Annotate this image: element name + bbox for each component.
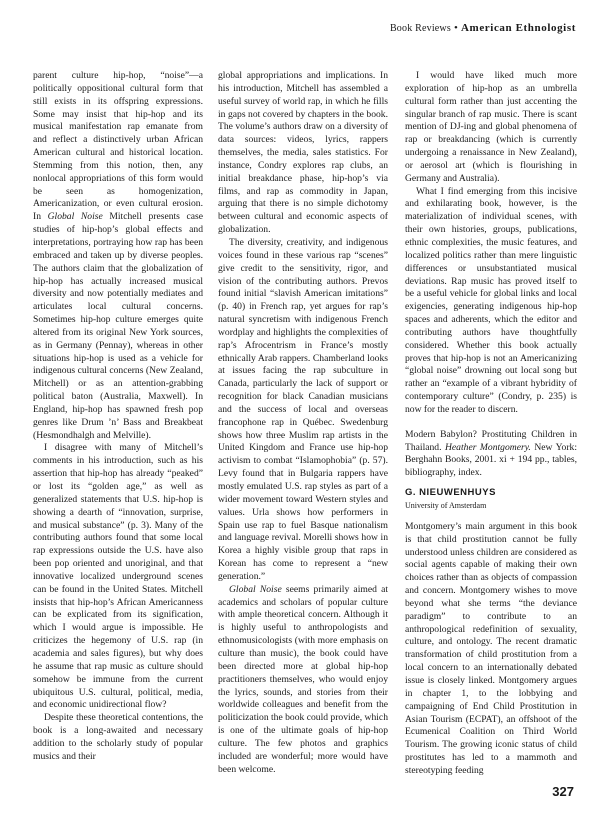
- text-column-middle: [218, 70, 388, 776]
- book-author: Heather Montgomery.: [445, 441, 531, 453]
- reviewer-name: G. NIEUWENHUYS: [405, 487, 496, 499]
- paragraph: Global Noise seems primarily aimed at academics and scholars of popular culture with ample theoretical concern. Although it is highly useful to anthropologists and ethnomusicologists (with more emphasis on culture than music), the book could have been directed more at global hip-hop practitioners themselves, who would enjoy the lyrics, sounds, and stories from their worldwide colleagues and benefit from the politicization the book could provide, which is one of the ultimate goals of hip-hop culture. The few photos and graphics included are wonderful; more would have been welcome.: [218, 583, 388, 775]
- section-name: Book Reviews: [389, 23, 451, 34]
- book-title: Global Noise: [229, 583, 282, 595]
- text-column-left: [33, 70, 203, 764]
- paragraph: parent culture hip-hop, “noise”—a politically oppositional cultural form that still exists in its offspring expressions. Some may insist that hip-hop and its musical manifestation rap emanate from and reflect a distinctively urban African American cultural and historical location. Stemming from this notion, then, any nonlocal appropriations of this form would be seen as homogenization, Americanization, or even cultural erosion. In Global Noise Mitchell presents case studies of hip-hop’s global effects and interpretations, portraying how rap has been embraced and taken up by diverse peoples. The authors claim that the globalization of hip-hop has actually increased musical diversity and now potentially mediates and articulates local cultural concerns. Sometimes hip-hop culture emerges quite altered from its original New York sources, as in Germany (Pennay), whereas in other situations hip-hop is used as a vehicle for indigenous cultural concerns (New Zealand, Mitchell) or as an attention-grabbing political baton (Australia, Maxwell). In England, hip-hop has spawned fresh pop genres like Drum ’n’ Bass and Breakbeat (Hesmondhalgh and Melville).: [33, 70, 204, 441]
- book-review-entry: [405, 429, 577, 778]
- reviewer-affiliation: University of Amsterdam: [405, 501, 487, 510]
- paragraph: I would have liked much more exploration of hip-hop as an umbrella cultural form rather than just accenting the singular branch of rap music. There is scant mention of DJ-ing and global phenomena of rap or breakdancing (which is currently undergoing a renaissance in New Zealand), or aerosol art (which is flourishing in Germany and Australia).: [405, 70, 577, 184]
- paragraph: The diversity, creativity, and indigenous voices found in these various rap “scenes” give credit to the sensitivity, rigor, and vision of the contributing authors. Prevos found initial “slavish American imitations” (p. 40) in French rap, yet argues for rap’s natural syncretism with indigenous French wordplay and highlights the complexities of rap’s Afrocentrism in France’s mostly ethnically Arab rappers. Chamberland looks at issues facing the rap subculture in Canada, particularly the lack of support or recognition for black Canadian musicians and the success of local and overseas francophone rap in Québec. Swedenburg shows how three Muslim rap artists in the United Kingdom and France use hip-hop activism to combat “Islamophobia” (p. 57). Levy found that in Bulgaria rappers have mostly emulated U.S. rap styles as part of a wider movement toward Western styles and values. Urla shows how performers in Spain use rap to fuel Basque nationalism and language revival. Morelli shows how in Korea a highly visible group that raps in Korean has come to represent a “new generation.”: [218, 236, 388, 582]
- book-citation: Modern Babylon? Prostituting Children in Thailand. Heather Montgomery. New York: Berghahn Books, 2001. xi + 194 pp., tables, bibliography, index.: [405, 428, 577, 479]
- paragraph: Despite these theoretical contentions, the book is a long-awaited and necessary addition to the scholarly study of popular musics and their: [33, 712, 203, 762]
- text-column-right: [405, 70, 577, 778]
- journal-name: American Ethnologist: [461, 22, 576, 34]
- running-head: [390, 22, 576, 34]
- paragraph: global appropriations and implications. In his introduction, Mitchell has assembled a useful survey of world rap, in which he fills in gaps not covered by chapters in the book. The volume’s authors draw on a diversity of data sources: videos, lyrics, rappers themselves, the media, sales statistics. For instance, Condry explores rap clubs, an initial breakdance phase, hip-hop’s via films, and rap as commodity in Japan, arguing that there is no simple dichotomy between cultural and economic aspects of globalization.: [218, 70, 388, 236]
- header-separator: •: [453, 22, 459, 34]
- paragraph: Montgomery’s main argument in this book is that child prostitution cannot be fully understood unless children are considered as social agents capable of making their own choices rather than as objects of compassion and concern. Montgomery wishes to move beyond what she terms “the deviance paradigm” to contribute to an anthropological redefinition of sexuality, culture, and ontology. The recent dramatic transformation of child prostitution from a local concern to an internationally debated issue is closely linked. Montgomery argues in chapter 1, to the lobbying and campaigning of End Child Prostitution in Asian Tourism (ECPAT), an offshoot of the Ecumenical Coalition on Third World Tourism. The growing iconic status of child prostitutes has led to a mammoth and stereotyping feeding: [405, 520, 577, 776]
- paragraph: I disagree with many of Mitchell’s comments in his introduction, such as his assertion that hip-hop has already “peaked” or lost its “golden age,” as well as generalized statements that U.S. hip-hop is showing a dearth of “innovation, surprise, and musical substance” (p. 3). Many of the contributing authors found that some local rap expressions outside the U.S. have also been pop oriented and unoriginal, and that innovative localized underground scenes can be found in the United States. Mitchell insists that hip-hop’s African Americanness can be explicated from its signification, which I would argue is impossible. He criticizes the hegemony of U.S. rap (in academia and sales figures), but why does he assume that rap music as culture should somehow be immune from the current ubiquitous U.S. cultural, political, media, and economic unidirectional flow?: [33, 442, 203, 711]
- book-title: Global Noise: [47, 211, 103, 223]
- paragraph: What I find emerging from this incisive and exhilarating book, however, is the materialization of individual scenes, with their own histories, groups, publications, ethnic complexities, the music features, and localized politics rather than mere linguistic differences or unsubstantiated musical deviations. Rap music has proved itself to be a useful vehicle for global links and local exigencies, generating indigenous hip-hop spaces and adherents, which the editor and contributing authors have thoughtfully considered. Whether this book actually proves that hip-hop is not an Americanizing “global noise” drowning out local song but rather an “example of a vibrant hybridity of contemporary culture” (Condry, p. 235) is now for the reader to discern.: [405, 185, 577, 415]
- page-number: 327: [552, 784, 574, 799]
